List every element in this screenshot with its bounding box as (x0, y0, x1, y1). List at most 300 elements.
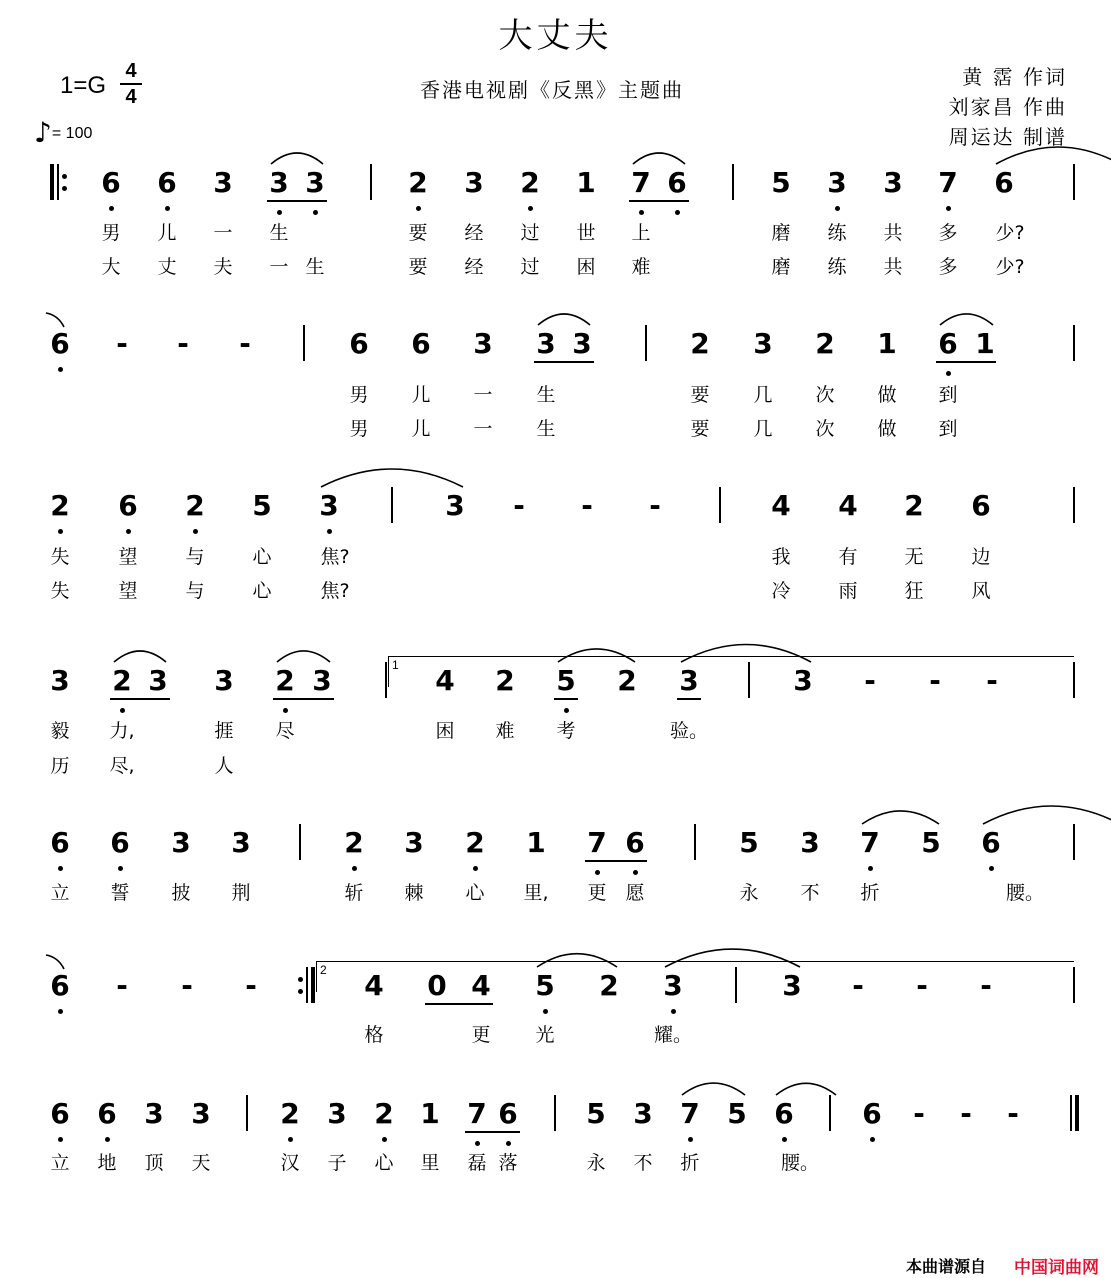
lyric-verse-1: 验。 (669, 720, 709, 742)
lyric-verse-2: 生 (305, 256, 325, 278)
note: 3 (464, 166, 484, 199)
lyric-verse-2: 少? (995, 256, 1025, 278)
lyric-verse-2: 雨 (838, 580, 858, 602)
note: 3 (404, 826, 424, 859)
lyric-verse-2: 失 (50, 580, 70, 602)
lyric-verse-1: 经 (464, 222, 484, 244)
slur (271, 153, 323, 164)
note: 2 (280, 1097, 300, 1130)
lower-octave-dot (989, 866, 994, 871)
lower-octave-dot (352, 866, 357, 871)
lyric-verse-1: 一 (213, 222, 233, 244)
lyric-verse-2: 练 (827, 256, 847, 278)
note: 2 (275, 664, 295, 697)
note: 4 (364, 969, 384, 1002)
lyric-verse-1: 毅 (50, 720, 70, 742)
lyric-verse-1: 上 (631, 222, 651, 244)
slur (940, 314, 993, 325)
volta-number: 2 (320, 963, 327, 977)
note: 3 (312, 664, 332, 697)
lyric-verse-1: 折 (680, 1152, 700, 1174)
lyric-verse-2: 心 (252, 580, 272, 602)
lower-octave-dot (126, 529, 131, 534)
note: 3 (753, 327, 773, 360)
barline (246, 1095, 248, 1131)
lower-octave-dot (58, 866, 63, 871)
lyric-verse-1: 里, (523, 882, 549, 904)
credits (949, 62, 1067, 152)
note: 1 (975, 327, 995, 360)
note: 2 (408, 166, 428, 199)
lower-octave-dot (870, 1137, 875, 1142)
barline (732, 164, 734, 200)
repeat-dot (62, 186, 67, 191)
note: 3 (327, 1097, 347, 1130)
note: 3 (191, 1097, 211, 1130)
note: 2 (112, 664, 132, 697)
note: 6 (411, 327, 431, 360)
lyric-verse-1: 生 (269, 222, 289, 244)
dash-note: - (239, 327, 251, 360)
lyric-verse-1: 耀。 (653, 1024, 693, 1046)
lyric-verse-1: 到 (938, 384, 958, 406)
lyric-verse-1: 更 (471, 1024, 491, 1046)
note: 1 (526, 826, 546, 859)
note: 4 (435, 664, 455, 697)
eighth-note-underline (534, 361, 594, 363)
dash-note: - (980, 969, 992, 1002)
lyric-verse-1: 练 (827, 222, 847, 244)
lower-octave-dot (58, 529, 63, 534)
note: 2 (520, 166, 540, 199)
lyric-verse-1: 儿 (157, 222, 177, 244)
lower-octave-dot (475, 1141, 480, 1146)
note: 6 (50, 969, 70, 1002)
lyric-verse-2: 人 (214, 755, 234, 777)
lower-octave-dot (639, 210, 644, 215)
note: 6 (349, 327, 369, 360)
key-signature: 1=G (60, 72, 107, 99)
lyric-verse-2: 风 (971, 580, 991, 602)
lyric-verse-1: 捱 (214, 720, 234, 742)
lower-octave-dot (105, 1137, 110, 1142)
lower-octave-dot (313, 210, 318, 215)
barline (694, 824, 696, 860)
dash-note: - (513, 489, 525, 522)
note: 3 (793, 664, 813, 697)
dash-note: - (245, 969, 257, 1002)
note: 3 (827, 166, 847, 199)
note: 3 (171, 826, 191, 859)
note: 7 (680, 1097, 700, 1130)
note: 6 (971, 489, 991, 522)
time-signature-bottom: 4 (125, 86, 137, 108)
eighth-note-underline (936, 361, 996, 363)
lyric-verse-1: 子 (327, 1152, 347, 1174)
lyric-verse-2: 男 (349, 418, 369, 440)
barline (299, 824, 301, 860)
tempo-value: = 100 (51, 125, 93, 142)
repeat-end-thick (311, 967, 315, 1003)
note: 2 (374, 1097, 394, 1130)
barline (385, 662, 387, 698)
lyric-verse-1: 立 (50, 882, 70, 904)
eighth-note-underline (585, 860, 647, 862)
lyric-verse-2: 儿 (411, 418, 431, 440)
eighth-note-underline (554, 698, 578, 700)
lower-octave-dot (118, 866, 123, 871)
slur (682, 1083, 745, 1095)
note: 5 (921, 826, 941, 859)
note: 6 (625, 826, 645, 859)
dash-note: - (116, 327, 128, 360)
note: 5 (771, 166, 791, 199)
lyric-verse-1: 落 (498, 1152, 518, 1174)
lower-octave-dot (109, 206, 114, 211)
lyric-verse-2: 焦? (320, 580, 350, 602)
note: 3 (231, 826, 251, 859)
lyric-verse-1: 立 (50, 1152, 70, 1174)
lyric-verse-1: 里 (420, 1152, 440, 1174)
barline (391, 487, 393, 523)
repeat-start-thin (57, 164, 59, 200)
lyric-verse-2: 经 (464, 256, 484, 278)
note: 6 (667, 166, 687, 199)
lower-octave-dot (288, 1137, 293, 1142)
barline (645, 325, 647, 361)
barline (829, 1095, 831, 1131)
eighth-note-underline (267, 200, 327, 202)
lyric-verse-1: 尽 (275, 720, 295, 742)
note: 0 (427, 969, 447, 1002)
lyric-verse-1: 男 (101, 222, 121, 244)
lyric-verse-1: 共 (883, 222, 903, 244)
lower-octave-dot (382, 1137, 387, 1142)
lyric-verse-2: 夫 (213, 256, 233, 278)
note: 5 (535, 969, 555, 1002)
tie-to-next-line (983, 806, 1111, 824)
lower-octave-dot (58, 1009, 63, 1014)
lyric-verse-2: 多 (938, 256, 958, 278)
volta-number: 1 (392, 658, 399, 672)
repeat-end-thin (306, 967, 308, 1003)
lyric-verse-1: 愿 (625, 882, 645, 904)
note: 3 (883, 166, 903, 199)
note: 3 (536, 327, 556, 360)
tie-from-previous-line (46, 313, 64, 327)
note: 6 (774, 1097, 794, 1130)
lyric-verse-1: 无 (904, 546, 924, 568)
lyric-verse-1: 做 (877, 384, 897, 406)
lyric-verse-1: 腰。 (780, 1152, 820, 1174)
slur (633, 153, 685, 164)
note: 6 (994, 166, 1014, 199)
note: 7 (631, 166, 651, 199)
lower-octave-dot (671, 1009, 676, 1014)
song-title: 大丈夫 (498, 16, 613, 56)
note: 3 (50, 664, 70, 697)
lyric-verse-2: 历 (50, 755, 70, 777)
note: 3 (144, 1097, 164, 1130)
dash-note: - (649, 489, 661, 522)
lyric-verse-2: 难 (631, 256, 651, 278)
note: 1 (420, 1097, 440, 1130)
note: 2 (344, 826, 364, 859)
composer-credit: 刘家昌 作曲 (948, 95, 1067, 119)
lyric-verse-1: 儿 (411, 384, 431, 406)
lyric-verse-1: 荆 (231, 882, 251, 904)
dash-note: - (986, 664, 998, 697)
lower-octave-dot (277, 210, 282, 215)
note: 3 (319, 489, 339, 522)
lower-octave-dot (58, 1137, 63, 1142)
footer-site-link[interactable]: 中国词曲网 (1014, 1258, 1099, 1278)
lyric-verse-2: 丈 (157, 256, 177, 278)
note: 4 (471, 969, 491, 1002)
lyric-verse-1: 一 (473, 384, 493, 406)
lower-octave-dot (193, 529, 198, 534)
note: 3 (679, 664, 699, 697)
lyric-verse-2: 做 (877, 418, 897, 440)
note: 1 (877, 327, 897, 360)
note: 3 (473, 327, 493, 360)
note: 3 (572, 327, 592, 360)
lower-octave-dot (595, 870, 600, 875)
lyric-verse-1: 披 (171, 882, 191, 904)
lyric-verse-1: 棘 (404, 882, 424, 904)
slur (862, 811, 939, 824)
lyric-verse-1: 光 (535, 1024, 555, 1046)
note: 7 (860, 826, 880, 859)
lyric-verse-2: 几 (753, 418, 773, 440)
lyricist-credit: 黄 霑 作词 (962, 65, 1067, 89)
lyric-verse-1: 心 (465, 882, 485, 904)
lyric-verse-1: 多 (938, 222, 958, 244)
lyric-verse-1: 焦? (320, 546, 350, 568)
lyric-verse-1: 不 (800, 882, 820, 904)
lower-octave-dot (58, 367, 63, 372)
note: 1 (576, 166, 596, 199)
lower-octave-dot (782, 1137, 787, 1142)
dash-note: - (177, 327, 189, 360)
note: 2 (599, 969, 619, 1002)
slur (114, 651, 166, 662)
lower-octave-dot (528, 206, 533, 211)
time-signature-top: 4 (125, 60, 137, 82)
note: 2 (50, 489, 70, 522)
note: 6 (938, 327, 958, 360)
footer-source: 本曲谱源自 (906, 1257, 987, 1276)
lyric-verse-2: 尽, (109, 755, 135, 777)
lyric-verse-1: 世 (576, 222, 596, 244)
lyric-verse-2: 生 (536, 418, 556, 440)
lyric-verse-1: 男 (349, 384, 369, 406)
subtitle: 香港电视剧《反黑》主题曲 (420, 78, 684, 102)
note: 6 (97, 1097, 117, 1130)
lyric-verse-1: 过 (520, 222, 540, 244)
barline (1073, 487, 1075, 523)
note: 2 (904, 489, 924, 522)
eighth-note-underline (273, 698, 334, 700)
lyric-verse-2: 磨 (771, 256, 791, 278)
dash-note: - (116, 969, 128, 1002)
note: 2 (465, 826, 485, 859)
note: 6 (50, 327, 70, 360)
lyric-verse-1: 磊 (467, 1152, 487, 1174)
note: 7 (938, 166, 958, 199)
note: 6 (157, 166, 177, 199)
note: 4 (838, 489, 858, 522)
note: 7 (467, 1097, 487, 1130)
lyric-verse-1: 生 (536, 384, 556, 406)
lower-octave-dot (835, 206, 840, 211)
lyric-verse-2: 过 (520, 256, 540, 278)
note: 6 (110, 826, 130, 859)
lyric-verse-2: 困 (576, 256, 596, 278)
note: 6 (50, 1097, 70, 1130)
time-signature (120, 60, 142, 108)
lyric-verse-2: 到 (938, 418, 958, 440)
lyric-verse-1: 次 (815, 384, 835, 406)
lower-octave-dot (120, 708, 125, 713)
lyric-verse-2: 一 (269, 256, 289, 278)
note: 3 (633, 1097, 653, 1130)
note: 2 (185, 489, 205, 522)
note: 3 (214, 664, 234, 697)
lower-octave-dot (946, 371, 951, 376)
final-barline-thick (1075, 1095, 1079, 1131)
lower-octave-dot (473, 866, 478, 871)
lyric-verse-1: 永 (739, 882, 759, 904)
lower-octave-dot (543, 1009, 548, 1014)
note: 3 (445, 489, 465, 522)
lower-octave-dot (416, 206, 421, 211)
lower-octave-dot (675, 210, 680, 215)
lyric-verse-1: 要 (408, 222, 428, 244)
lyric-verse-1: 边 (971, 546, 991, 568)
slur (277, 651, 330, 662)
lyric-verse-2: 要 (408, 256, 428, 278)
lyric-verse-1: 斩 (344, 882, 364, 904)
volta-bracket (388, 656, 1074, 687)
note: 2 (617, 664, 637, 697)
lyric-verse-1: 要 (690, 384, 710, 406)
note: 5 (252, 489, 272, 522)
lyric-verse-2: 与 (185, 580, 205, 602)
lyric-verse-2: 狂 (904, 580, 924, 602)
lyric-verse-1: 与 (185, 546, 205, 568)
note: 5 (727, 1097, 747, 1130)
note: 5 (586, 1097, 606, 1130)
lyric-verse-1: 困 (435, 720, 455, 742)
lower-octave-dot (506, 1141, 511, 1146)
note: 3 (800, 826, 820, 859)
lower-octave-dot (564, 708, 569, 713)
note: 2 (690, 327, 710, 360)
dash-note: - (1007, 1097, 1019, 1130)
tie-from-previous-line (46, 955, 64, 969)
repeat-start-thick (50, 164, 54, 200)
lyric-verse-2: 次 (815, 418, 835, 440)
note: 2 (815, 327, 835, 360)
lyric-verse-1: 顶 (144, 1152, 164, 1174)
lyric-verse-1: 心 (252, 546, 272, 568)
lyric-verse-1: 难 (495, 720, 515, 742)
eighth-note-underline (677, 698, 701, 700)
dash-note: - (913, 1097, 925, 1130)
lyric-verse-1: 力, (109, 720, 135, 742)
dash-note: - (852, 969, 864, 1002)
lyric-verse-1: 不 (633, 1152, 653, 1174)
tempo-marking (34, 116, 92, 149)
lower-octave-dot (283, 708, 288, 713)
dash-note: - (916, 969, 928, 1002)
note: 6 (118, 489, 138, 522)
note: 5 (556, 664, 576, 697)
barline (370, 164, 372, 200)
note: 6 (498, 1097, 518, 1130)
note: 3 (663, 969, 683, 1002)
barline (554, 1095, 556, 1131)
lyric-verse-1: 誓 (110, 882, 130, 904)
lower-octave-dot (165, 206, 170, 211)
eighth-note-underline (110, 698, 170, 700)
eighth-note-icon: ♪ (34, 116, 52, 149)
lyric-verse-1: 永 (586, 1152, 606, 1174)
barline (1073, 164, 1075, 200)
slur (776, 1083, 836, 1095)
lyric-verse-1: 更 (587, 882, 607, 904)
dash-note: - (929, 664, 941, 697)
lyric-verse-1: 几 (753, 384, 773, 406)
eighth-note-underline (465, 1131, 520, 1133)
lyric-verse-1: 格 (364, 1024, 384, 1046)
lyric-verse-1: 天 (191, 1152, 211, 1174)
lower-octave-dot (946, 206, 951, 211)
lyric-verse-1: 考 (556, 720, 576, 742)
lyric-verse-1: 我 (771, 546, 791, 568)
note: 6 (981, 826, 1001, 859)
lower-octave-dot (633, 870, 638, 875)
lyric-verse-2: 大 (101, 256, 121, 278)
lyric-verse-1: 折 (860, 882, 880, 904)
repeat-dot (62, 174, 67, 179)
eighth-note-underline (629, 200, 689, 202)
note: 5 (739, 826, 759, 859)
final-barline-thin (1070, 1095, 1072, 1131)
volta-bracket (316, 961, 1074, 992)
lyric-verse-1: 磨 (771, 222, 791, 244)
lower-octave-dot (868, 866, 873, 871)
note: 6 (50, 826, 70, 859)
dash-note: - (581, 489, 593, 522)
slur (538, 314, 590, 325)
barline (1073, 325, 1075, 361)
dash-note: - (864, 664, 876, 697)
barline (303, 325, 305, 361)
repeat-dot (298, 977, 303, 982)
note: 3 (148, 664, 168, 697)
lyric-verse-1: 望 (118, 546, 138, 568)
lyric-verse-1: 腰。 (1005, 882, 1045, 904)
lower-octave-dot (688, 1137, 693, 1142)
slur (321, 469, 463, 487)
note: 6 (101, 166, 121, 199)
lyric-verse-2: 一 (473, 418, 493, 440)
lyric-verse-1: 有 (838, 546, 858, 568)
lyric-verse-2: 共 (883, 256, 903, 278)
lyric-verse-1: 失 (50, 546, 70, 568)
